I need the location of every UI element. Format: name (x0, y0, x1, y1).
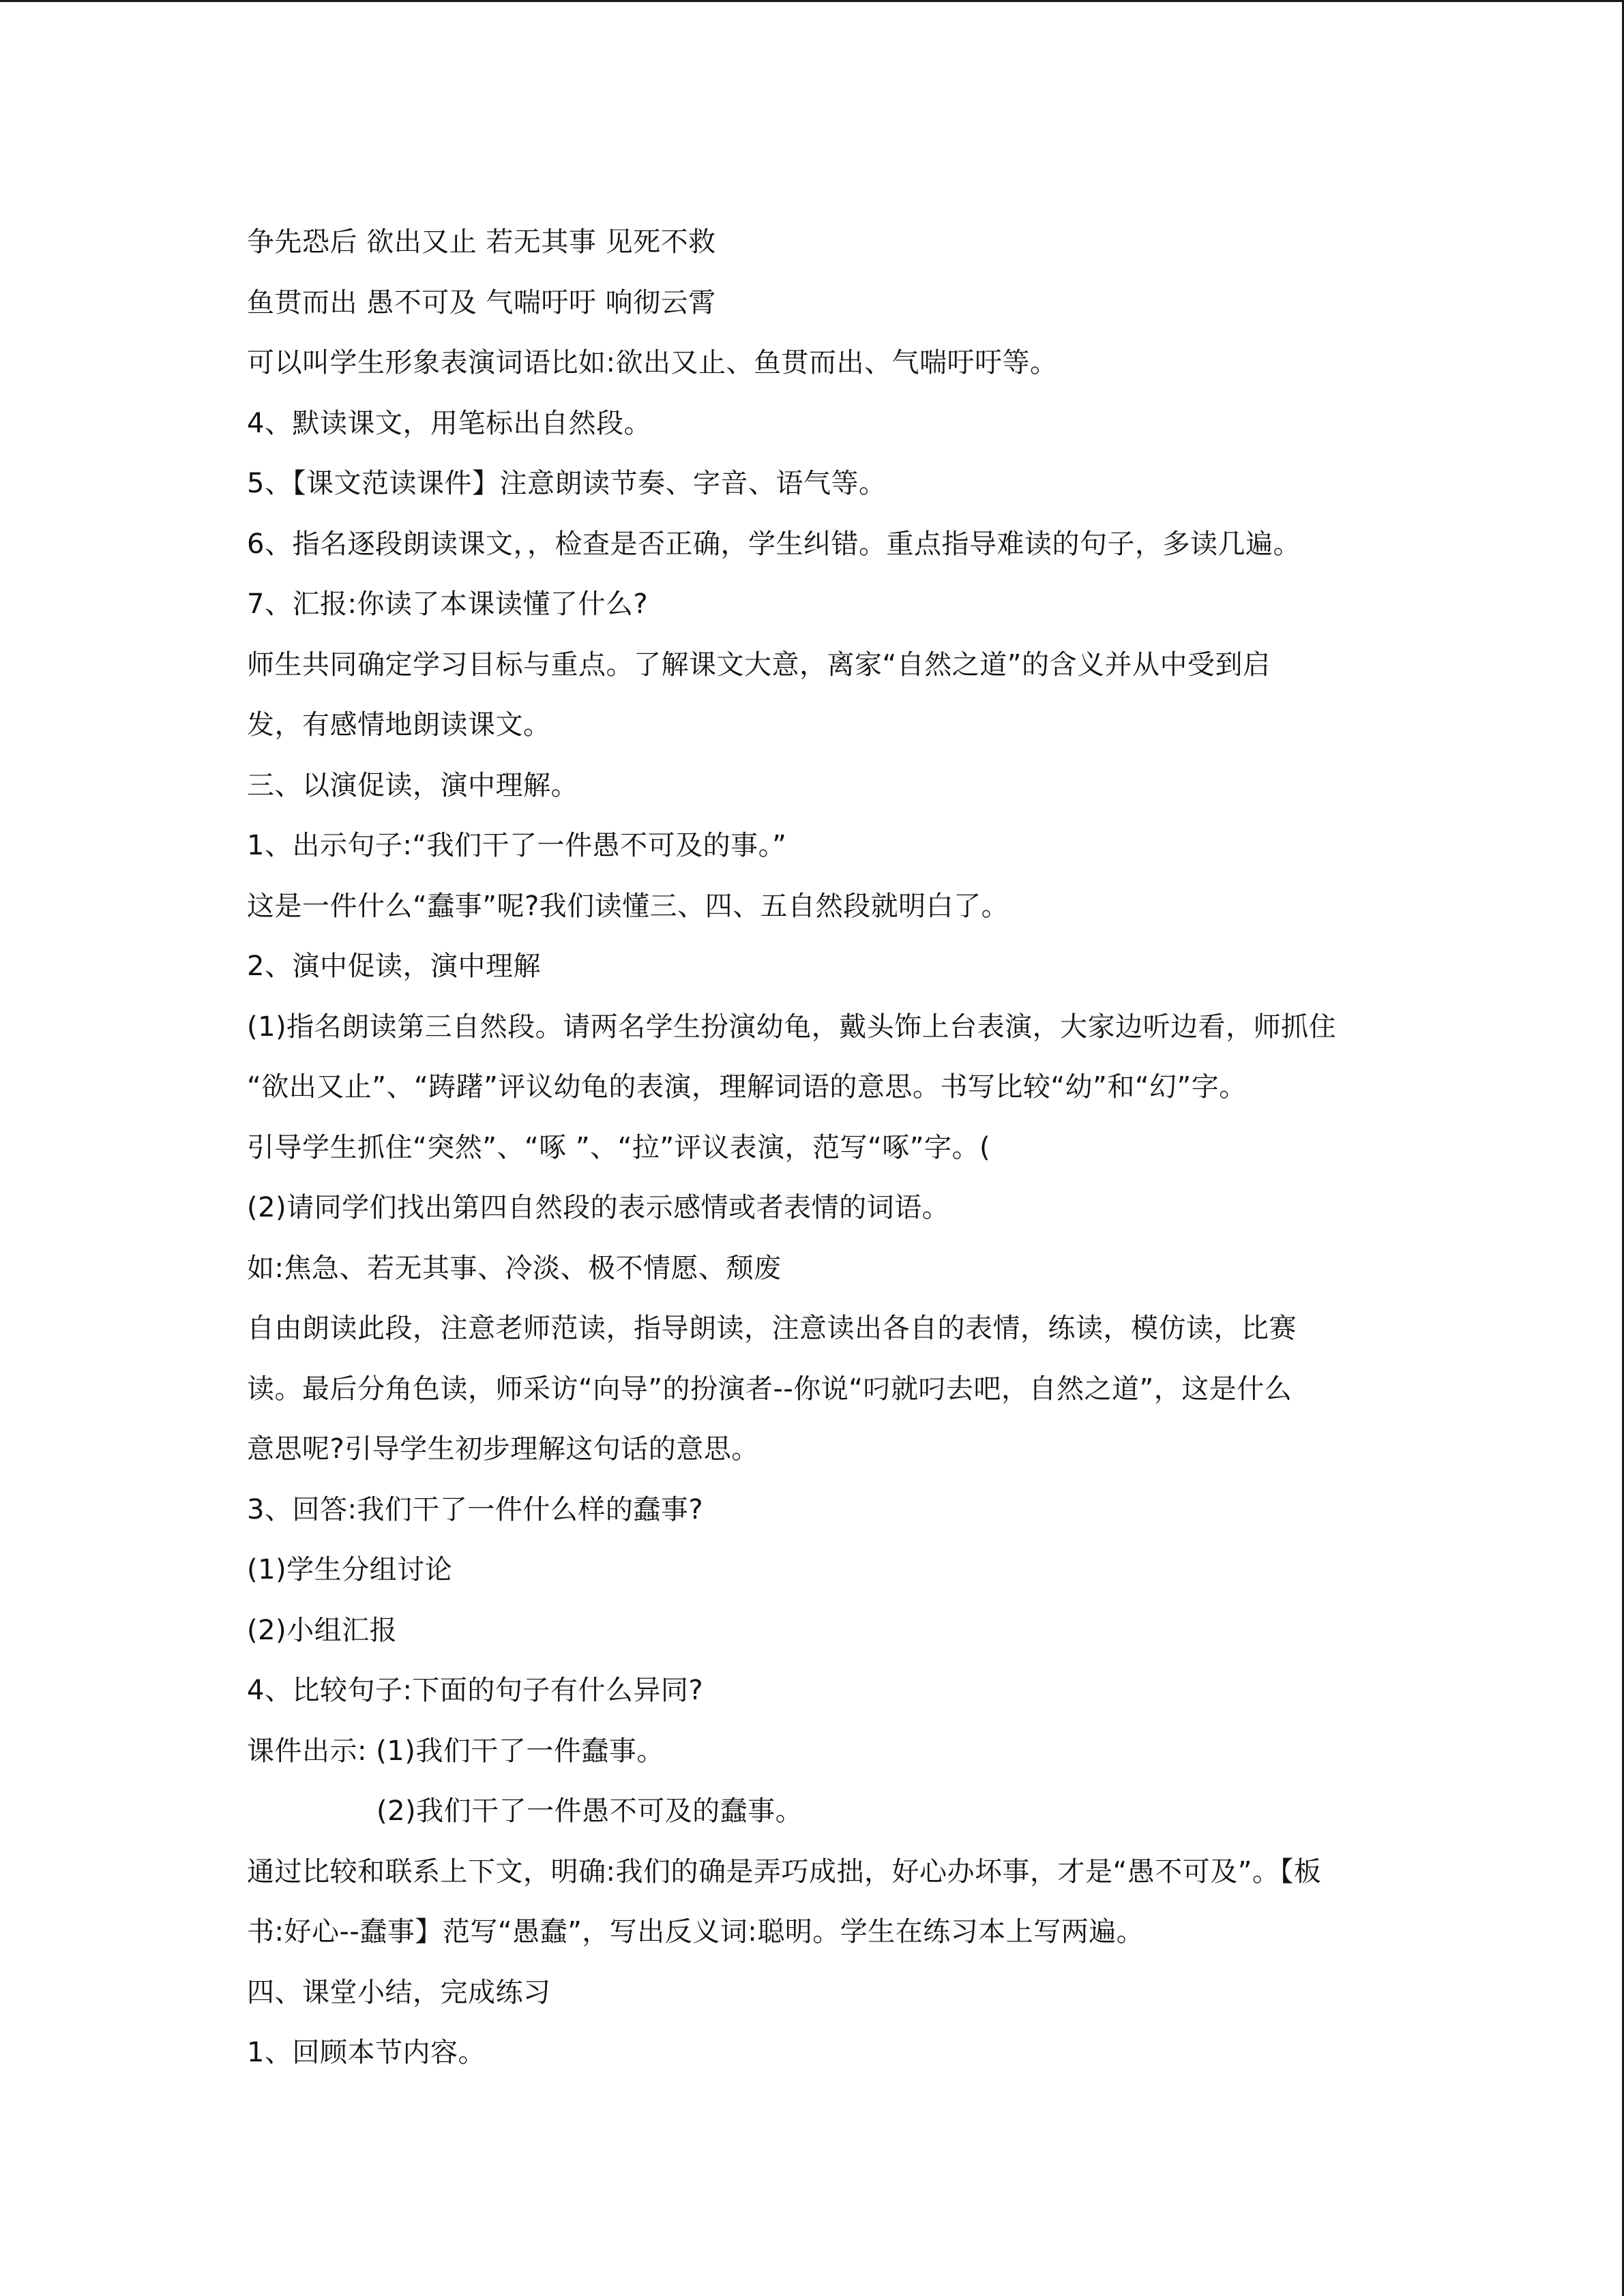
paragraph-line: 发，有感情地朗读课文。 (247, 709, 551, 741)
paragraph-line: 4、默读课文，用笔标出自然段。 (247, 407, 651, 439)
paragraph-line: 3、回答:我们干了一件什么样的蠢事? (247, 1493, 704, 1525)
paragraph-line: 如:焦急、若无其事、冷淡、极不情愿、颓废 (247, 1252, 782, 1284)
paragraph-line: 通过比较和联系上下文，明确:我们的确是弄巧成拙，好心办坏事，才是“愚不可及”。【板 (247, 1855, 1322, 1888)
document-body (247, 212, 1379, 2083)
paragraph-line: 4、比较句子:下面的句子有什么异同? (247, 1675, 704, 1706)
section-heading: 四、课堂小结，完成练习 (247, 1976, 551, 2008)
paragraph-line: 可以叫学生形象表演词语比如:欲出又止、鱼贯而出、气喘吁吁等。 (247, 347, 1058, 378)
vocab-line-2: 鱼贯而出 愚不可及 气喘吁吁 响彻云霄 (247, 286, 716, 318)
paragraph-line: 读。最后分角色读，师采访“向导”的扮演者--你说“叼就叼去吧，自然之道”，这是什么 (247, 1373, 1293, 1405)
paragraph-line: 2、演中促读，演中理解 (247, 951, 541, 982)
paragraph-line-indented: (2)我们干了一件愚不可及的蠢事。 (377, 1795, 803, 1827)
paragraph-line: 5、【课文范读课件】注意朗读节奏、字音、语气等。 (247, 468, 887, 499)
paragraph-line: (2)请同学们找出第四自然段的表示感情或者表情的词语。 (247, 1192, 950, 1223)
paragraph-line: 书:好心--蠢事】范写“愚蠢”，写出反义词:聪明。学生在练习本上写两遍。 (247, 1916, 1145, 1948)
paragraph-line: 这是一件什么“蠢事”呢?我们读懂三、四、五自然段就明白了。 (247, 890, 1009, 922)
section-heading: 三、以演促读，演中理解。 (247, 769, 578, 801)
paragraph-line: 6、指名逐段朗读课文，，检查是否正确，学生纠错。重点指导难读的句子，多读几遍。 (247, 528, 1301, 560)
paragraph-line: 自由朗读此段，注意老师范读，指导朗读，注意读出各自的表情，练读，模仿读，比赛 (247, 1313, 1297, 1344)
paragraph-line: (2)小组汇报 (247, 1614, 398, 1646)
vocab-line-1: 争先恐后 欲出又止 若无其事 见死不救 (247, 226, 716, 258)
paragraph-line: 1、出示句子:“我们干了一件愚不可及的事。” (247, 830, 787, 861)
paragraph-line: 师生共同确定学习目标与重点。了解课文大意，离家“自然之道”的含义并从中受到启 (247, 648, 1271, 681)
paragraph-line: (1)学生分组讨论 (247, 1554, 453, 1585)
paragraph-line: “欲出又止”、“踌躇”评议幼龟的表演，理解词语的意思。书写比较“幼”和“幻”字。 (247, 1071, 1247, 1103)
paragraph-line: 1、回顾本节内容。 (247, 2037, 486, 2068)
paragraph-line: 7、汇报:你读了本课读懂了什么? (247, 588, 649, 620)
paragraph-line: 意思呢?引导学生初步理解这句话的意思。 (247, 1433, 759, 1465)
paragraph-line: 课件出示: (1)我们干了一件蠢事。 (247, 1735, 664, 1767)
paragraph-line: 引导学生抓住“突然”、“啄 ”、“拉”评议表演，范写“啄”字。( (247, 1131, 991, 1163)
paragraph-line: (1)指名朗读第三自然段。请两名学生扮演幼龟，戴头饰上台表演，大家边听边看，师抓住 (247, 1011, 1337, 1043)
